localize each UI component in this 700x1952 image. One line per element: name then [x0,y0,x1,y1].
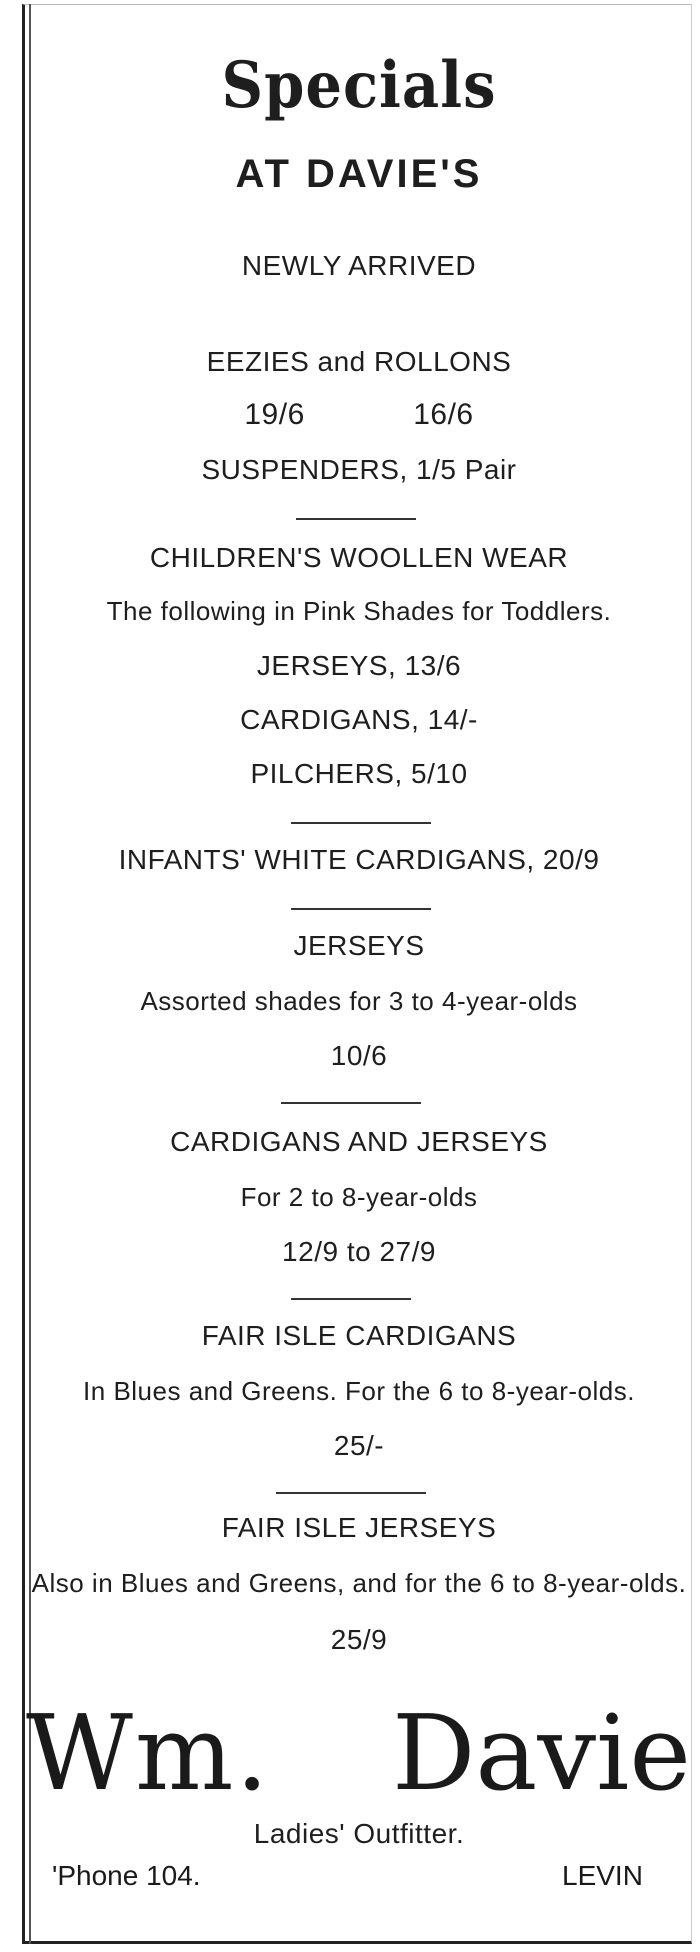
eezies-heading: EEZIES and ROLLONS [206,346,512,377]
jerseys-note: Assorted shades for 3 to 4-year-olds [140,986,578,1016]
woollen-heading: CHILDREN'S WOOLLEN WEAR [149,542,569,573]
fair-isle-cardigans-heading: FAIR ISLE CARDIGANS [201,1320,517,1351]
fair-isle-jerseys-price: 25/9 [330,1624,388,1655]
divider [291,908,431,910]
trade-line: Ladies' Outfitter. [253,1818,465,1849]
divider [291,822,431,824]
town-name: LEVIN [562,1860,643,1891]
infants-heading: INFANTS' WHITE CARDIGANS, 20/9 [118,844,600,875]
fair-isle-jerseys-note: Also in Blues and Greens, and for the 6 to 8-year-olds. [31,1568,687,1598]
cardigans-jerseys-price: 12/9 to 27/9 [282,1236,436,1267]
woollen-note: The following in Pink Shades for Toddlers. [106,596,612,626]
divider [296,518,416,520]
signature-last-name: Davie [392,1692,691,1814]
suspenders-line: SUSPENDERS, 1/5 Pair [201,454,517,485]
eezies-prices [26,398,692,432]
woollen-jerseys: JERSEYS, 13/6 [256,650,462,681]
eezies-price: 19/6 [244,398,305,431]
divider [281,1102,421,1104]
divider [276,1492,426,1494]
woollen-pilchers: PILCHERS, 5/10 [250,758,468,789]
divider [291,1298,411,1300]
rollons-price: 16/6 [413,398,474,431]
fair-isle-cardigans-price: 25/- [333,1430,385,1461]
store-subtitle: AT DAVIE'S [235,152,483,196]
cardigans-jerseys-note: For 2 to 8-year-olds [240,1182,478,1212]
fair-isle-jerseys-heading: FAIR ISLE JERSEYS [221,1512,497,1543]
page-title: Specials [221,48,497,123]
tagline: NEWLY ARRIVED [241,250,477,281]
woollen-cardigans: CARDIGANS, 14/- [240,704,478,735]
jerseys-price: 10/6 [330,1040,388,1071]
signature-first-name: Wm. [26,1692,271,1814]
cardigans-jerseys-heading: CARDIGANS AND JERSEYS [170,1126,548,1157]
fair-isle-cardigans-note: In Blues and Greens. For the 6 to 8-year-olds. [83,1376,635,1406]
phone-number: 'Phone 104. [52,1860,201,1891]
jerseys-heading: JERSEYS [293,930,425,961]
